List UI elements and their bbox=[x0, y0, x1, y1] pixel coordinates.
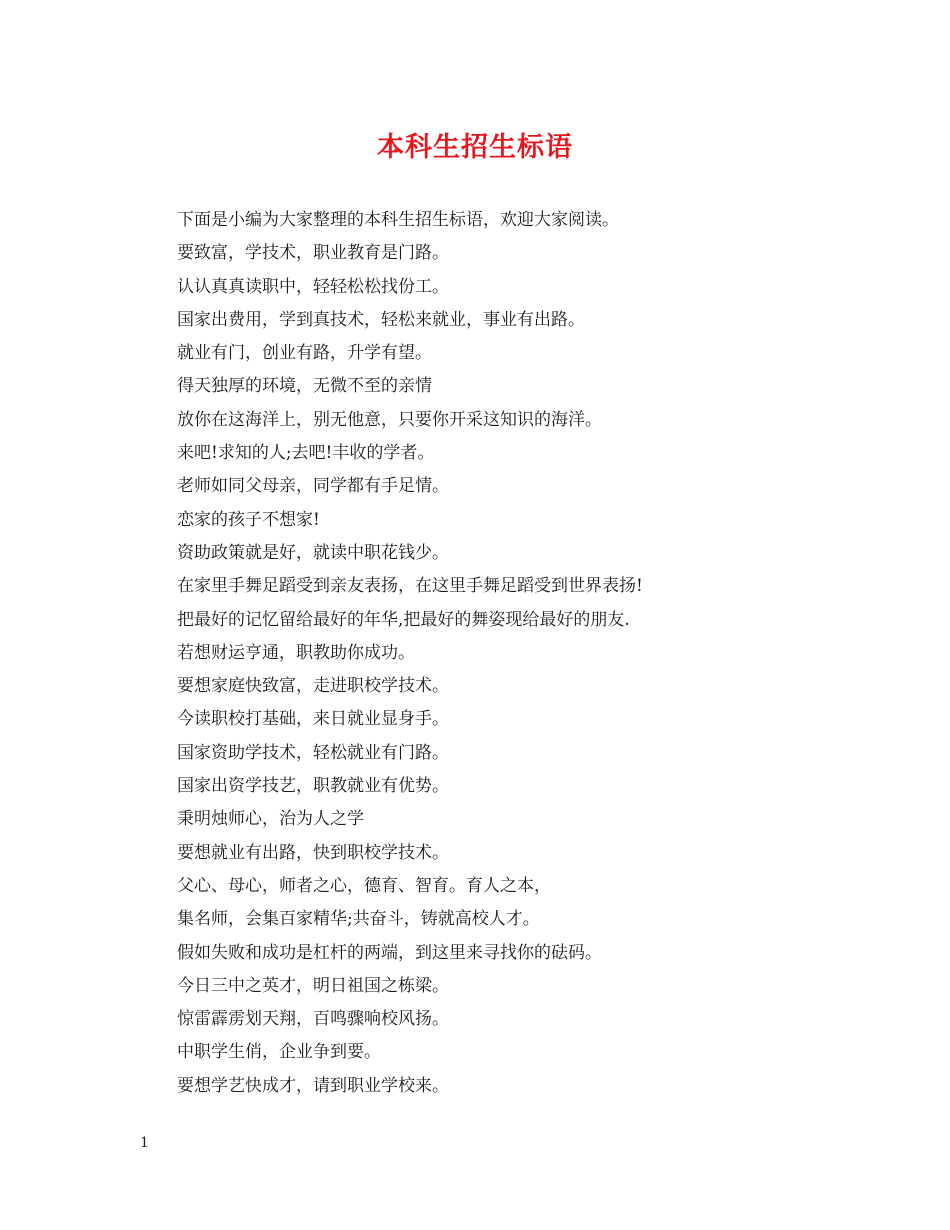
body-line: 假如失败和成功是杠杆的两端，到这里来寻找你的砝码。 bbox=[177, 942, 602, 963]
body-line: 就业有门，创业有路，升学有望。 bbox=[177, 343, 432, 364]
body-line: 若想财运亨通，职教助你成功。 bbox=[177, 642, 415, 663]
page-number: 1 bbox=[140, 1135, 149, 1151]
body-line: 来吧!求知的人;去吧!丰收的学者。 bbox=[177, 443, 435, 464]
body-line: 今读职校打基础，来日就业显身手。 bbox=[177, 709, 449, 730]
body-line: 国家出费用，学到真技术，轻松来就业，事业有出路。 bbox=[177, 309, 585, 330]
body-line: 下面是小编为大家整理的本科生招生标语，欢迎大家阅读。 bbox=[177, 210, 619, 230]
body-line: 父心、母心，师者之心，德育、智育。育人之本， bbox=[177, 875, 551, 896]
body-line: 认认真真读职中，轻轻松松找份工。 bbox=[177, 276, 449, 297]
body-line: 国家资助学技术，轻松就业有门路。 bbox=[177, 742, 449, 763]
body-line: 要想学艺快成才，请到职业学校来。 bbox=[177, 1075, 449, 1096]
body-line: 要想家庭快致富，走进职校学技术。 bbox=[177, 676, 449, 697]
body-line: 把最好的记忆留给最好的年华,把最好的舞姿现给最好的朋友. bbox=[177, 609, 630, 630]
body-line: 放你在这海洋上，别无他意，只要你开采这知识的海洋。 bbox=[177, 409, 602, 430]
body-line: 老师如同父母亲，同学都有手足情。 bbox=[177, 476, 449, 497]
document-title: 本科生招生标语 bbox=[377, 132, 573, 163]
body-line: 得天独厚的环境，无微不至的亲情 bbox=[177, 376, 432, 397]
body-line: 秉明烛师心，治为人之学 bbox=[177, 809, 364, 830]
body-line: 恋家的孩子不想家! bbox=[177, 509, 320, 530]
body-line: 中职学生俏，企业争到要。 bbox=[177, 1042, 381, 1063]
document-body bbox=[177, 204, 877, 1103]
body-line: 要致富，学技术，职业教育是门路。 bbox=[177, 243, 449, 264]
body-line: 惊雷霹雳划天翔，百鸣骤响校风扬。 bbox=[177, 1009, 449, 1030]
body-line: 要想就业有出路，快到职校学技术。 bbox=[177, 842, 449, 863]
body-line: 在家里手舞足蹈受到亲友表扬，在这里手舞足蹈受到世界表扬! bbox=[177, 576, 643, 597]
body-line: 今日三中之英才，明日祖国之栋梁。 bbox=[177, 975, 449, 996]
body-line: 资助政策就是好，就读中职花钱少。 bbox=[177, 542, 449, 563]
body-line: 国家出资学技艺，职教就业有优势。 bbox=[177, 776, 449, 797]
body-line: 集名师，会集百家精华;共奋斗，铸就高校人才。 bbox=[177, 909, 540, 930]
